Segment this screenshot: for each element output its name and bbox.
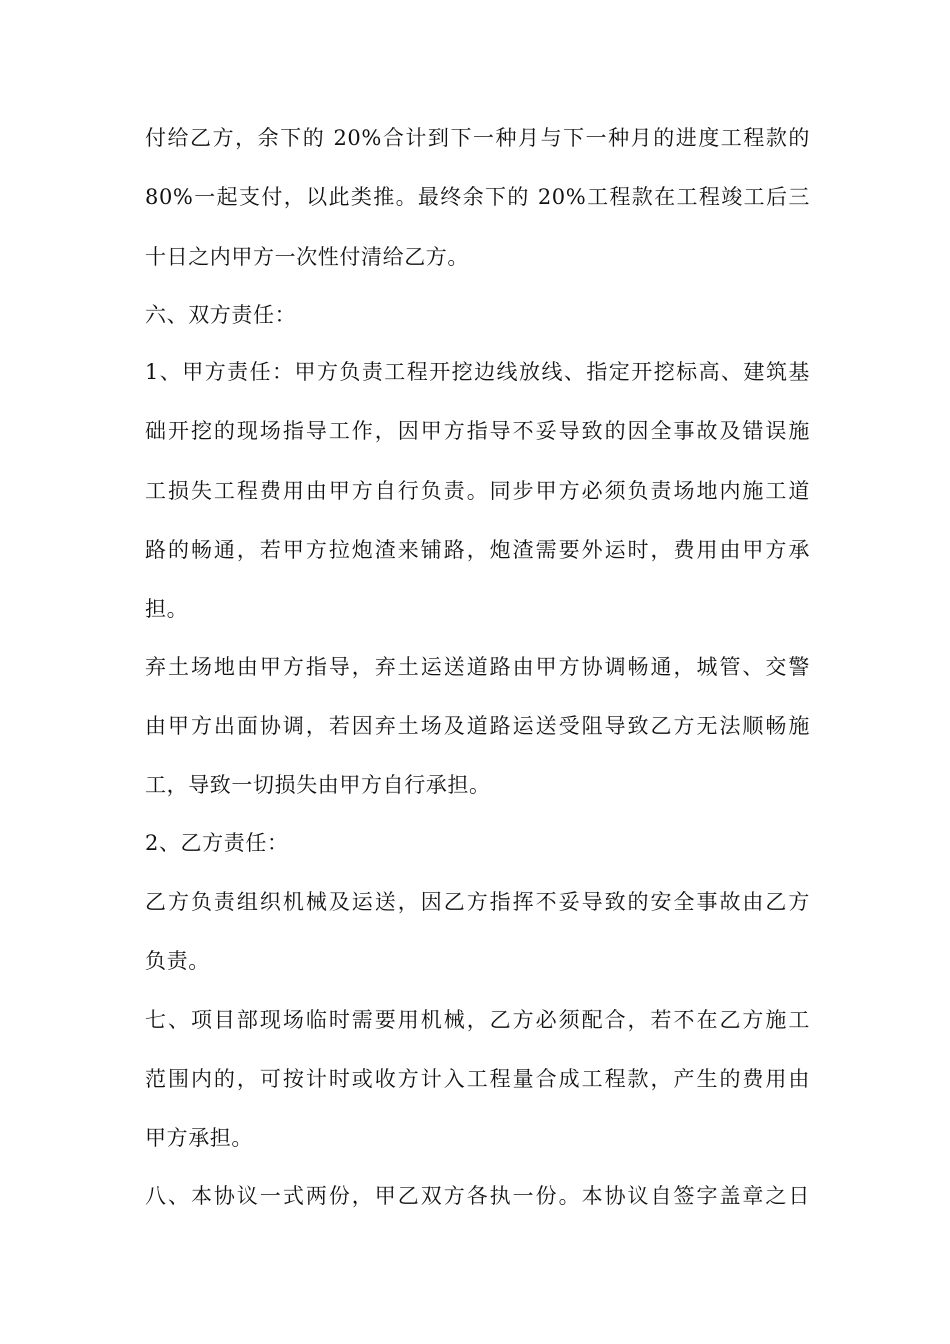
text-line: 范围内的，可按计时或收方计入工程量合成工程款，产生的费用由	[145, 1067, 810, 1091]
text-line: 甲方承担。	[145, 1126, 253, 1150]
text-line: 由甲方出面协调，若因弃土场及道路运送受阻导致乙方无法顺畅施	[145, 714, 810, 738]
text-line: 乙方负责组织机械及运送，因乙方指挥不妥导致的安全事故由乙方	[145, 890, 810, 914]
text-line: 弃土场地由甲方指导，弃土运送道路由甲方协调畅通，城管、交警	[145, 655, 810, 679]
text-line: 付给乙方，余下的 20%合计到下一种月与下一种月的进度工程款的	[145, 126, 810, 150]
text-line: 路的畅通，若甲方拉炮渣来铺路，炮渣需要外运时，费用由甲方承	[145, 538, 810, 562]
text-line: 负责。	[145, 949, 210, 973]
text-line: 十日之内甲方一次性付清给乙方。	[145, 245, 469, 269]
text-line: 八、本协议一式两份，甲乙双方各执一份。本协议自签字盖章之日	[145, 1184, 810, 1208]
section-heading: 2、乙方责任：	[145, 831, 289, 855]
section-heading: 六、双方责任：	[145, 303, 297, 327]
text-line: 础开挖的现场指导工作，因甲方指导不妥导致的因全事故及错误施	[145, 419, 810, 443]
text-line: 1、甲方责任：甲方负责工程开挖边线放线、指定开挖标高、建筑基	[145, 360, 810, 384]
text-line: 担。	[145, 597, 189, 621]
text-line: 七、项目部现场临时需要用机械，乙方必须配合，若不在乙方施工	[145, 1008, 810, 1032]
text-line: 工，导致一切损失由甲方自行承担。	[145, 773, 491, 797]
text-line: 工损失工程费用由甲方自行负责。同步甲方必须负责场地内施工道	[145, 479, 810, 503]
text-line: 80%一起支付，以此类推。最终余下的 20%工程款在工程竣工后三	[145, 185, 810, 209]
